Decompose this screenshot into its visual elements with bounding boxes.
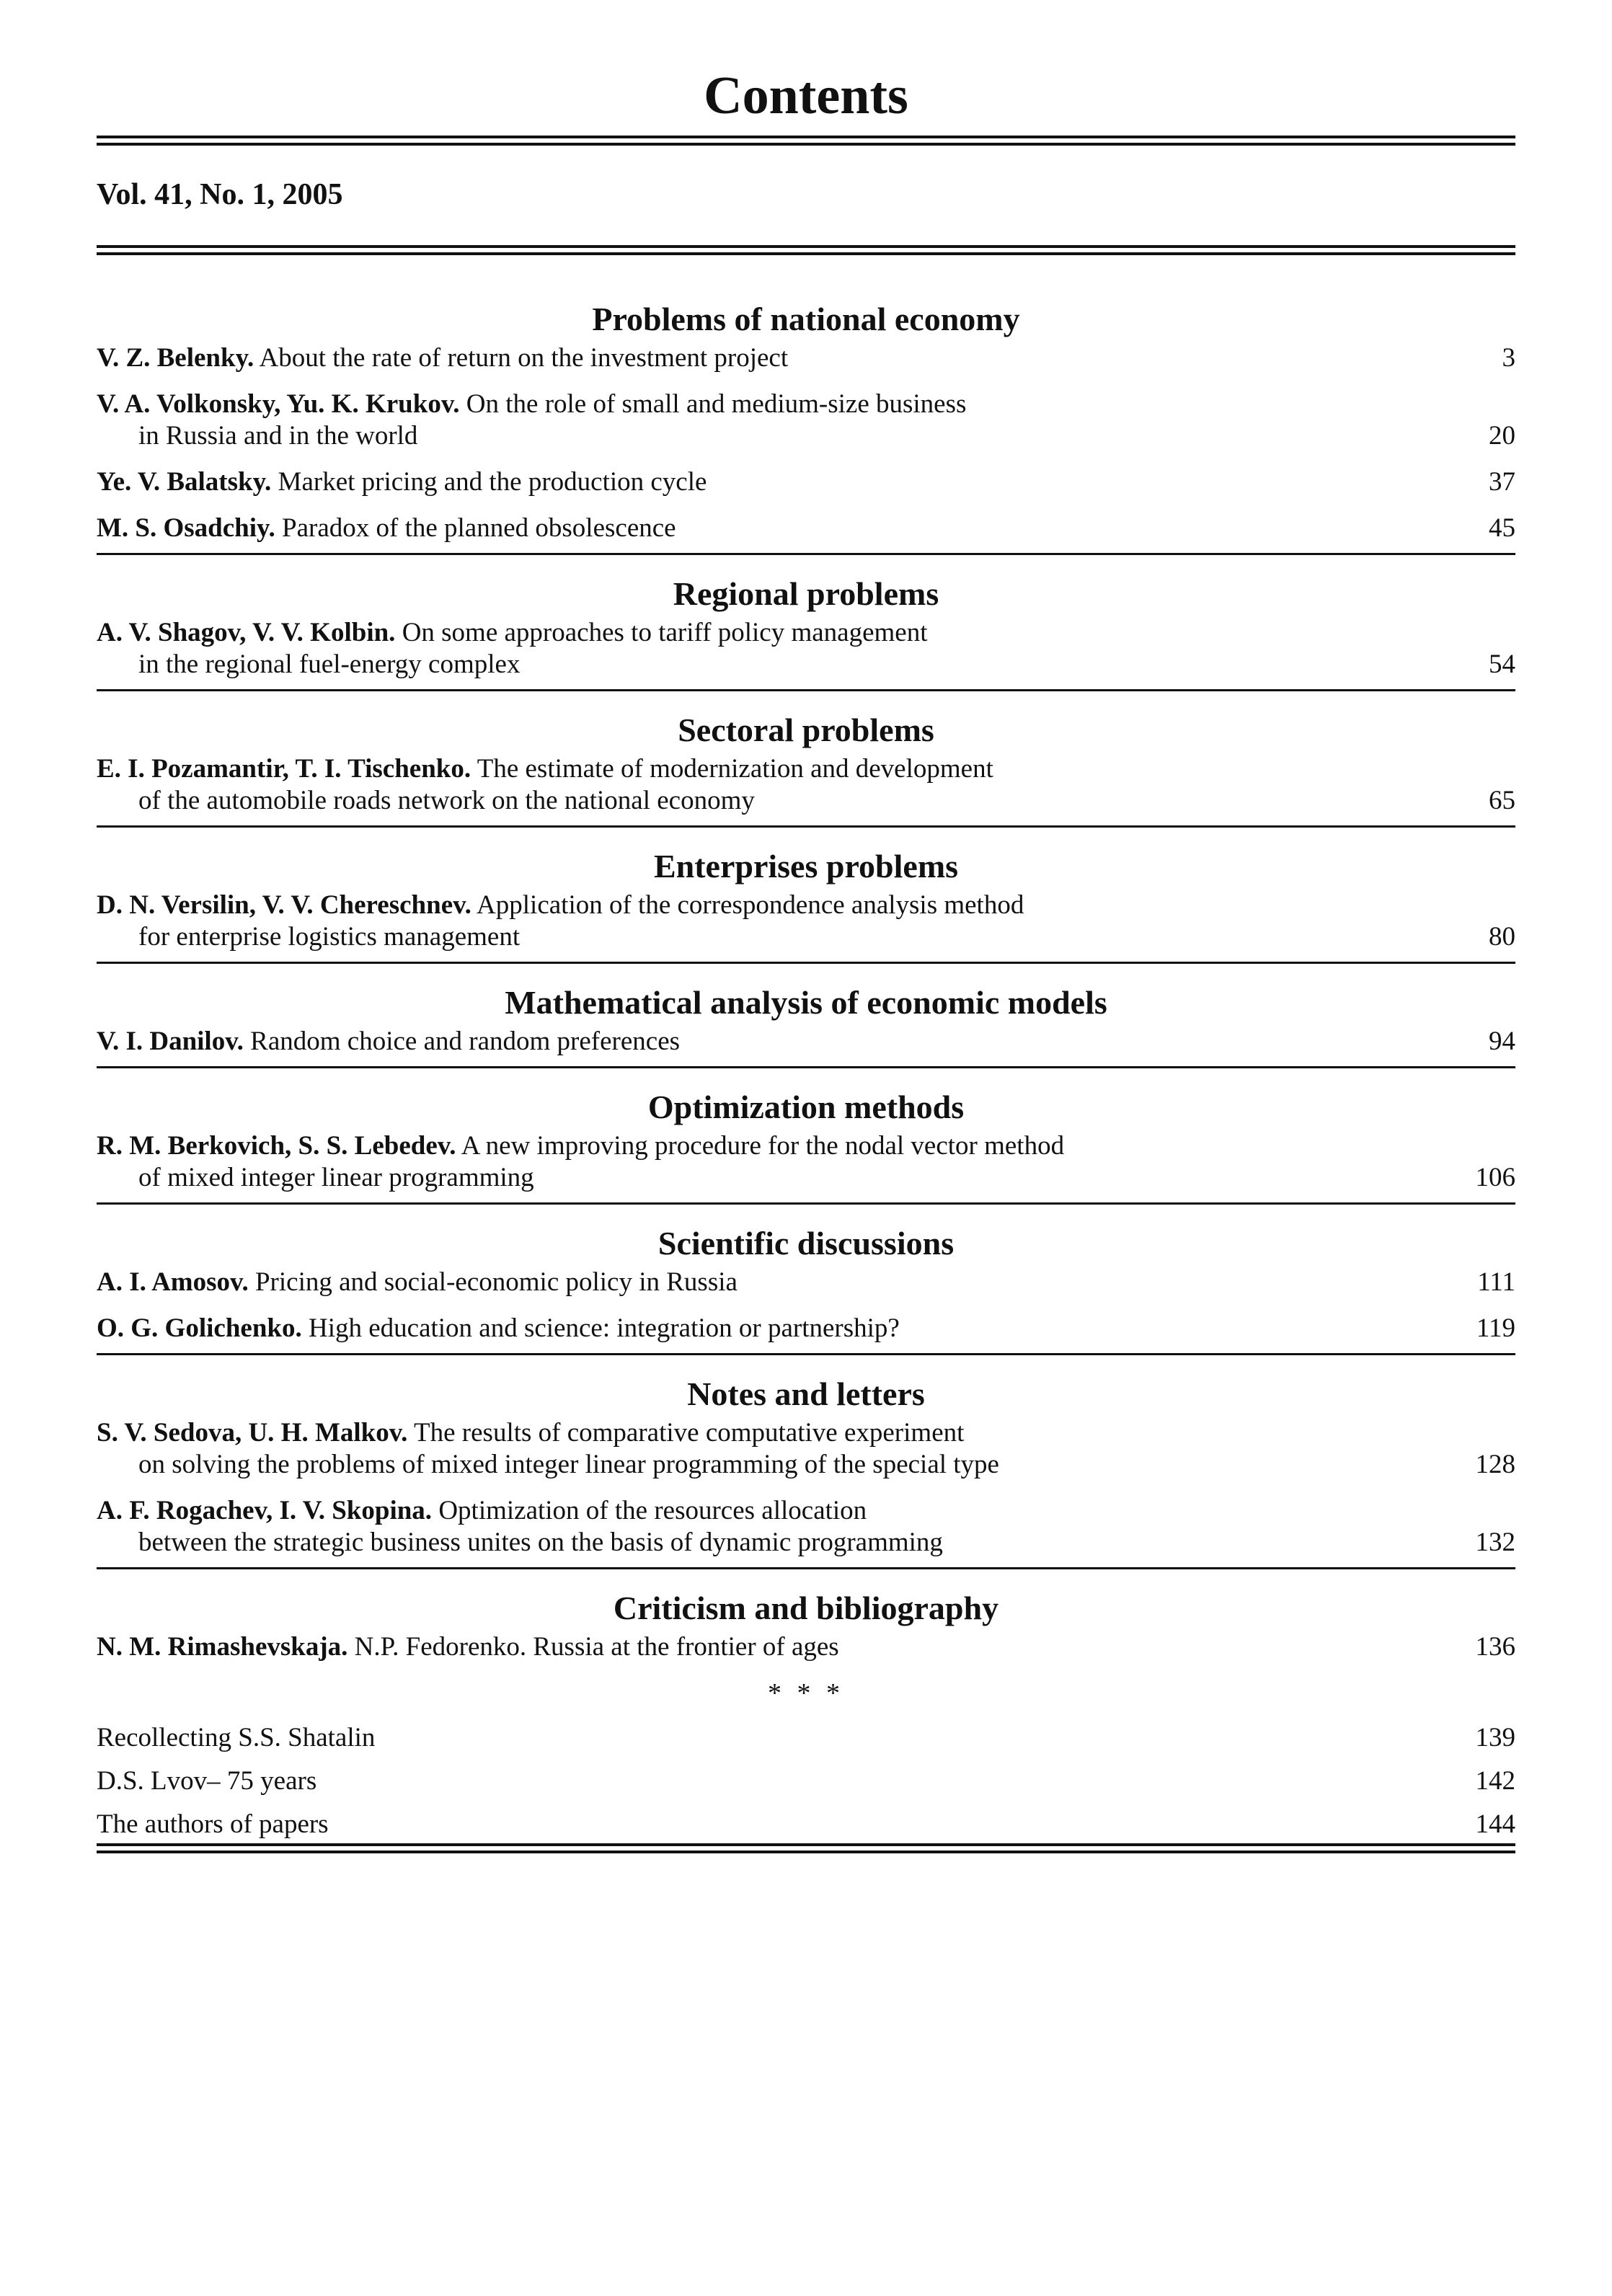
entry-page-number: 54 (1489, 650, 1515, 679)
misc-entry-label: Recollecting S.S. Shatalin (97, 1723, 376, 1752)
entry-title: Optimization of the resources allocation (438, 1496, 867, 1525)
entry-title-continued: of mixed integer linear programming (138, 1163, 534, 1192)
misc-entry-page-number: 142 (1475, 1766, 1515, 1796)
entry-authors: Ye. V. Balatsky. (97, 467, 272, 497)
entry-title: Market pricing and the production cycle (278, 467, 707, 497)
entry-authors: O. G. Golichenko. (97, 1313, 302, 1343)
title-double-rule (97, 136, 1515, 146)
toc-entry[interactable] (97, 1130, 1515, 1194)
section-heading: Regional problems (673, 575, 939, 612)
entry-authors: A. I. Amosov. (97, 1267, 249, 1297)
entry-title: On the role of small and medium-size business (466, 389, 967, 419)
toc-section (97, 832, 1515, 964)
entry-page-number: 65 (1489, 786, 1515, 815)
entry-page-number: 80 (1489, 922, 1515, 952)
toc-entry[interactable] (97, 1267, 1515, 1298)
misc-entry-page-number: 139 (1475, 1723, 1515, 1752)
entry-page-number: 111 (1477, 1267, 1515, 1297)
toc-entry[interactable] (97, 1026, 1515, 1058)
section-heading: Sectoral problems (678, 712, 934, 748)
entry-page-number: 106 (1475, 1163, 1515, 1192)
entry-title-continued: in the regional fuel-energy complex (138, 650, 521, 679)
entry-title: Paradox of the planned obsolescence (282, 513, 676, 543)
entry-title-continued: for enterprise logistics management (138, 922, 521, 952)
entry-authors: M. S. Osadchiy. (97, 513, 275, 543)
entry-page-number: 119 (1476, 1313, 1515, 1343)
toc-section (97, 1574, 1515, 1672)
entry-authors: V. Z. Belenky. (97, 343, 254, 373)
entry-title-continued: of the automobile roads network on the national economy (138, 786, 755, 815)
table-of-contents (97, 285, 1515, 1853)
toc-section (97, 1073, 1515, 1205)
toc-section (97, 559, 1515, 691)
misc-entry-page-number: 144 (1475, 1809, 1515, 1839)
entry-authors: D. N. Versilin, V. V. Chereschnev. (97, 890, 471, 920)
toc-entry[interactable] (97, 466, 1515, 498)
entry-page-number: 132 (1475, 1528, 1515, 1557)
section-heading: Scientific discussions (657, 1225, 955, 1262)
entry-authors: S. V. Sedova, U. H. Malkov. (97, 1418, 408, 1448)
toc-entry[interactable] (97, 1631, 1515, 1663)
entry-page-number: 45 (1489, 513, 1515, 543)
entry-title: Application of the correspondence analysis method (477, 890, 1024, 920)
entry-authors: V. I. Danilov. (97, 1027, 244, 1056)
entry-page-number: 20 (1489, 421, 1515, 451)
entry-title: About the rate of return on the investment project (259, 343, 789, 373)
entry-authors: E. I. Pozamantir, T. I. Tischenko. (97, 754, 471, 784)
section-heading: Mathematical analysis of economic models (505, 984, 1107, 1021)
volume-double-rule (97, 245, 1515, 255)
toc-entry[interactable] (97, 890, 1515, 953)
misc-entry-label: D.S. Lvov– 75 years (97, 1766, 317, 1796)
toc-entry[interactable] (97, 753, 1515, 817)
entry-title: Pricing and social-economic policy in Russia (254, 1267, 738, 1297)
toc-section (97, 696, 1515, 828)
entry-page-number: 3 (1502, 343, 1515, 373)
entry-title: N.P. Fedorenko. Russia at the frontier of ages (354, 1632, 839, 1662)
section-heading: Problems of national economy (592, 301, 1020, 337)
asterisk-separator: * * * (768, 1678, 844, 1708)
entry-authors: N. M. Rimashevskaja. (97, 1632, 348, 1662)
entry-title-continued: on solving the problems of mixed integer linear programming of the special type (138, 1450, 999, 1479)
toc-entry[interactable] (97, 342, 1515, 374)
entry-title-continued: in Russia and in the world (138, 421, 418, 451)
entry-page-number: 128 (1475, 1450, 1515, 1479)
toc-section (97, 285, 1515, 555)
entry-title: High education and science: integration or partnership? (308, 1313, 900, 1343)
page-title: Contents (704, 66, 908, 125)
toc-section (97, 1360, 1515, 1569)
toc-entry[interactable] (97, 389, 1515, 452)
toc-section (97, 968, 1515, 1068)
entry-authors: A. V. Shagov, V. V. Kolbin. (97, 618, 396, 647)
bottom-double-rule (97, 1843, 1515, 1853)
misc-entry[interactable] (97, 1765, 1515, 1797)
toc-entry[interactable] (97, 513, 1515, 544)
misc-entry-label: The authors of papers (97, 1809, 329, 1839)
entry-title: Random choice and random preferences (250, 1027, 681, 1056)
volume-label: Vol. 41, No. 1, 2005 (97, 178, 343, 211)
entry-title: The results of comparative computative experiment (414, 1418, 965, 1448)
entry-authors: V. A. Volkonsky, Yu. K. Krukov. (97, 389, 460, 419)
misc-entry[interactable] (97, 1722, 1515, 1754)
misc-entry[interactable] (97, 1809, 1515, 1840)
misc-entries (97, 1722, 1515, 1840)
entry-page-number: 136 (1475, 1632, 1515, 1662)
entry-authors: A. F. Rogachev, I. V. Skopina. (97, 1496, 433, 1525)
toc-entry[interactable] (97, 1417, 1515, 1481)
toc-entry[interactable] (97, 617, 1515, 681)
entry-page-number: 94 (1489, 1027, 1515, 1056)
entry-title-continued: between the strategic business unites on the basis of dynamic programming (138, 1528, 943, 1557)
toc-entry[interactable] (97, 1313, 1515, 1344)
toc-entry[interactable] (97, 1495, 1515, 1559)
entry-page-number: 37 (1489, 467, 1515, 497)
toc-section (97, 1209, 1515, 1355)
section-heading: Enterprises problems (653, 848, 959, 885)
entry-title: A new improving procedure for the nodal vector method (461, 1131, 1065, 1161)
entry-title: The estimate of modernization and development (477, 754, 993, 784)
section-heading: Optimization methods (647, 1089, 965, 1125)
entry-title: On some approaches to tariff policy management (402, 618, 928, 647)
section-heading: Notes and letters (687, 1375, 925, 1412)
entry-authors: R. M. Berkovich, S. S. Lebedev. (97, 1131, 456, 1161)
section-heading: Criticism and bibliography (613, 1590, 999, 1626)
